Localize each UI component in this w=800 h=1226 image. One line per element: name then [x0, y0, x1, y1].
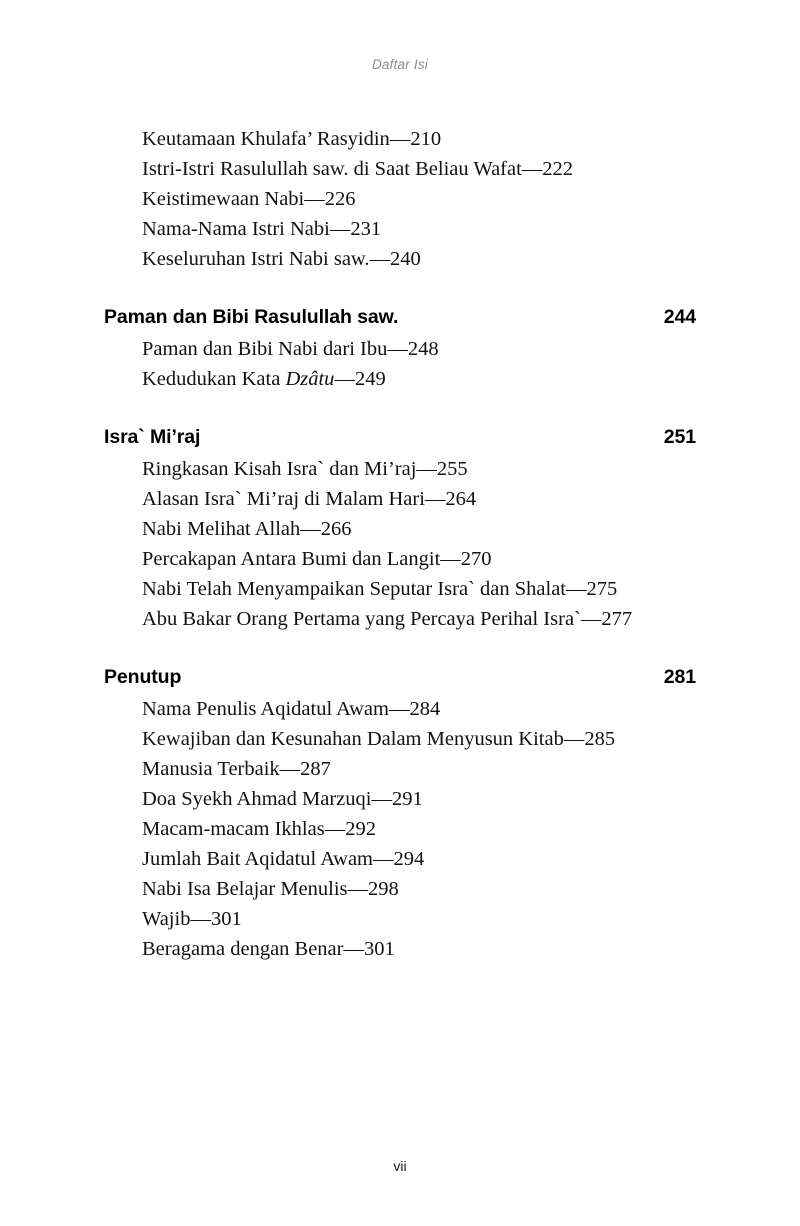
toc-entry-dash: — [440, 548, 461, 570]
toc-chapter-page-number: 244 [663, 306, 696, 328]
toc-entry-page-number: 264 [445, 488, 477, 510]
toc-entry[interactable] [142, 454, 696, 484]
toc-chapter-heading[interactable] [104, 302, 696, 332]
toc-entry-dash: — [371, 788, 392, 810]
toc-entry[interactable] [142, 514, 696, 544]
toc-entry[interactable] [142, 814, 696, 844]
toc-group [104, 662, 696, 964]
toc-entry-list [104, 334, 696, 394]
toc-entry-page-number: 291 [391, 788, 423, 810]
toc-entry-title: Nama Penulis Aqidatul Awam [142, 698, 389, 720]
toc-entry-list [104, 454, 696, 634]
toc-entry-page-number: 292 [345, 818, 376, 840]
toc-entry-dash: — [300, 518, 321, 540]
toc-entry[interactable] [142, 754, 696, 784]
toc-entry-dash: — [563, 728, 585, 750]
toc-entry[interactable] [142, 244, 696, 274]
toc-entry-dash: — [190, 908, 211, 930]
toc-group [104, 302, 696, 394]
toc-entry-page-number: 275 [586, 578, 618, 600]
toc-entry-title: Istri-Istri Rasulullah saw. di Saat Beliau Wafat [142, 158, 522, 180]
toc-entry-page-number: 266 [320, 518, 352, 540]
toc-entry-dash: — [388, 698, 410, 720]
toc-entry-list [104, 694, 696, 964]
toc-entry-page-number: 255 [436, 458, 468, 480]
toc-entry-dash: — [347, 878, 369, 900]
toc-entry-title: Percakapan Antara Bumi dan Langit [142, 548, 441, 570]
toc-entry-page-number: 222 [542, 158, 574, 180]
toc-entry-title: Beragama dengan Benar [142, 938, 344, 960]
toc-chapter-title: Penutup [104, 666, 182, 688]
running-head: Daftar Isi [371, 57, 428, 72]
toc-entry-title: Keistimewaan Nabi [142, 188, 305, 210]
toc-entry-dash: — [373, 848, 394, 870]
toc-entry[interactable] [142, 544, 696, 574]
toc-entry-page-number: 287 [300, 758, 331, 780]
toc-entry-dash: — [343, 938, 364, 960]
toc-entry[interactable] [142, 184, 696, 214]
toc-chapter-title: Isra` Mi’raj [104, 426, 201, 448]
toc-entry[interactable] [142, 874, 696, 904]
toc-group [104, 124, 696, 274]
toc-entry-title: Nabi Telah Menyampaikan Seputar Isra` dan Shalat [142, 578, 566, 600]
toc-entry-dash: — [279, 758, 301, 780]
toc-entry-title: Abu Bakar Orang Pertama yang Percaya Perihal Isra` [142, 608, 581, 630]
toc-entry[interactable] [142, 604, 696, 634]
toc-entry[interactable] [142, 844, 696, 874]
toc-entry-title: Manusia Terbaik [142, 758, 280, 780]
toc-entry-dash: — [566, 578, 587, 600]
toc-chapter-title: Paman dan Bibi Rasulullah saw. [104, 306, 399, 328]
toc-entry-dash: — [369, 248, 391, 270]
toc-entry-title: Wajib [142, 908, 191, 930]
toc-entry-title: Nabi Melihat Allah [142, 518, 301, 540]
toc-entry[interactable] [142, 124, 696, 154]
toc-entry-title: Paman dan Bibi Nabi dari Ibu [142, 338, 388, 360]
toc-entry-page-number: 298 [368, 878, 399, 900]
toc-chapter-heading[interactable] [104, 662, 696, 692]
toc-entry-page-number: 231 [350, 218, 382, 240]
toc-entry-page-number: 285 [584, 728, 616, 750]
toc-entry-title: Nama-Nama Istri Nabi [142, 218, 330, 240]
toc-entry-page-number: 294 [393, 848, 425, 870]
toc-entry-page-number: 226 [324, 188, 356, 210]
toc-entry[interactable] [142, 364, 696, 394]
table-of-contents [104, 124, 696, 964]
toc-entry-page-number: 270 [460, 548, 492, 570]
toc-chapter-heading[interactable] [104, 422, 696, 452]
toc-entry-list [104, 124, 696, 274]
toc-entry-title: Kewajiban dan Kesunahan Dalam Menyusun Kitab [142, 728, 564, 750]
toc-entry-title: Macam-macam Ikhlas [142, 818, 325, 840]
toc-group [104, 422, 696, 634]
toc-chapter-page-number: 281 [663, 666, 696, 688]
toc-entry-page-number: 210 [410, 128, 442, 150]
toc-entry-dash: — [424, 488, 446, 510]
toc-entry[interactable] [142, 784, 696, 814]
toc-entry-dash: — [324, 818, 346, 840]
toc-entry[interactable] [142, 214, 696, 244]
toc-entry-page-number: 249 [354, 368, 386, 390]
toc-entry-page-number: 277 [601, 608, 633, 630]
toc-entry-title: Keseluruhan Istri Nabi saw. [142, 248, 370, 270]
toc-entry-title: Ringkasan Kisah Isra` dan Mi’raj [142, 458, 417, 480]
toc-entry-dash: — [580, 608, 602, 630]
toc-entry-dash: — [416, 458, 437, 480]
toc-entry-title: Alasan Isra` Mi’raj di Malam Hari [142, 488, 425, 510]
toc-entry-title: Jumlah Bait Aqidatul Awam [142, 848, 374, 870]
toc-entry[interactable] [142, 904, 696, 934]
toc-entry[interactable] [142, 484, 696, 514]
toc-entry-dash: — [389, 128, 411, 150]
toc-entry-dash: — [304, 188, 325, 210]
toc-entry-title-italic: Dzâtu [285, 368, 335, 390]
toc-entry-page-number: 301 [210, 908, 242, 930]
toc-entry-page-number: 284 [409, 698, 441, 720]
toc-entry[interactable] [142, 694, 696, 724]
toc-entry-page-number: 240 [390, 248, 421, 270]
toc-entry[interactable] [142, 724, 696, 754]
toc-entry-page-number: 248 [407, 338, 439, 360]
toc-entry[interactable] [142, 934, 696, 964]
toc-chapter-page-number: 251 [663, 426, 696, 448]
toc-entry[interactable] [142, 574, 696, 604]
toc-entry-dash: — [387, 338, 408, 360]
toc-entry-page-number: 301 [364, 938, 395, 960]
page-folio: vii [393, 1158, 407, 1174]
toc-entry-title: Kedudukan Kata [142, 368, 286, 390]
toc-entry-title: Nabi Isa Belajar Menulis [142, 878, 348, 900]
toc-entry[interactable] [142, 334, 696, 364]
toc-entry[interactable] [142, 154, 696, 184]
toc-entry-dash: — [329, 218, 351, 240]
toc-entry-title: Keutamaan Khulafa’ Rasyidin [142, 128, 390, 150]
toc-entry-dash: — [334, 368, 355, 390]
toc-entry-title: Doa Syekh Ahmad Marzuqi [142, 788, 372, 810]
toc-entry-dash: — [521, 158, 543, 180]
